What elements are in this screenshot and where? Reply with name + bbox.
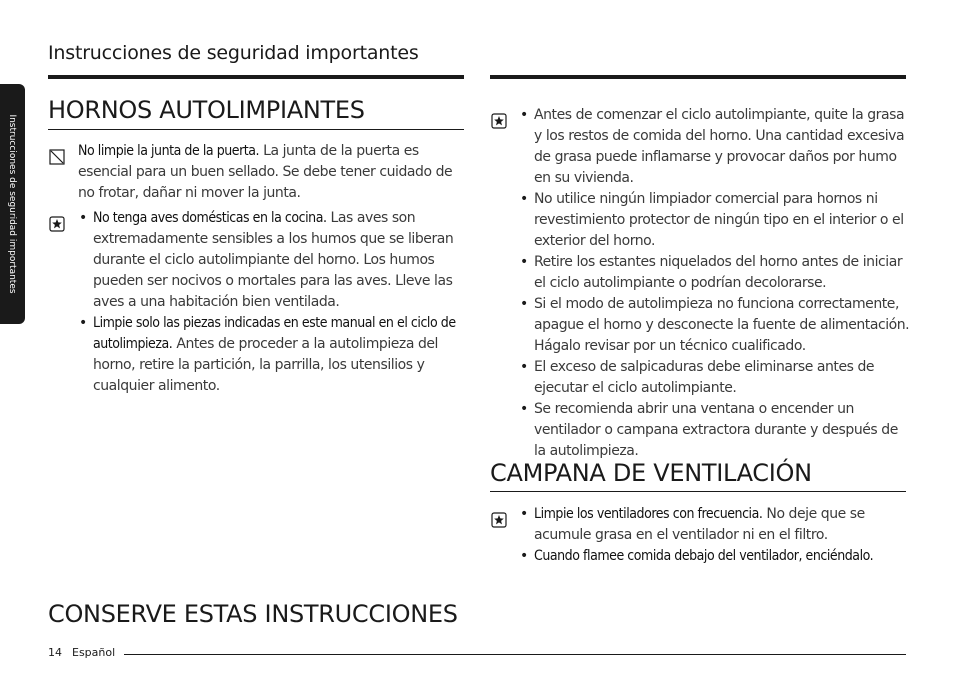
section-title-self-cleaning: HORNOS AUTOLIMPIANTES xyxy=(48,96,365,124)
list-item xyxy=(519,546,911,567)
list-item: • Se recomienda abrir una ventana o encender un ventilador o campana extractora durante y después de la autolimpieza. xyxy=(519,399,911,462)
list-item-text: No deje que se acumule grasa en el ventilador ni en el filtro. xyxy=(534,506,865,543)
list-item-bold: Limpie solo las piezas indicadas en este manual en el ciclo de autolimpieza. xyxy=(93,315,456,352)
header-rule-left xyxy=(48,75,464,79)
star-warning-icon xyxy=(491,113,507,129)
side-tab-label: Instrucciones de seguridad importantes xyxy=(7,114,17,294)
left-warning-list xyxy=(78,208,470,397)
list-item-text: Antes de proceder a la autolimpieza del horno, retire la partición, la parrilla, los utensilios y cualquier alimento. xyxy=(93,336,438,394)
list-item: • No utilice ningún limpiador comercial para hornos ni revestimiento protector de ningún tipo en el interior o el exterior del horno. xyxy=(519,189,911,252)
list-item-bold: Limpie los ventiladores con frecuencia. xyxy=(534,506,763,522)
side-tab xyxy=(0,84,25,324)
list-item: • El exceso de salpicaduras debe eliminarse antes de ejecutar el ciclo autolimpiante. xyxy=(519,357,911,399)
section-rule xyxy=(490,491,906,492)
list-item: • Antes de comenzar el ciclo autolimpiante, quite la grasa y los restos de comida del horno. Una cantidad excesiva de grasa puede inflamarse y provocar daños por humo en su vivienda. xyxy=(519,105,911,189)
list-item-text: Las aves son extremadamente sensibles a los humos que se liberan durante el ciclo autolimpiante del horno. Los humos pueden ser nocivos o mortales para las aves. Lleve las aves a una habitación bien ventilada. xyxy=(93,210,454,310)
header-rule-right xyxy=(490,75,906,79)
list-item-bold: Cuando flamee comida debajo del ventilador, enciéndalo. xyxy=(534,548,874,564)
note-text: La junta de la puerta es esencial para un buen sellado. Se debe tener cuidado de no frotar, dañar ni mover la junta. xyxy=(78,143,453,201)
footer-language: Español xyxy=(72,646,116,659)
list-item xyxy=(78,208,470,313)
section-rule xyxy=(48,129,464,130)
list-item-bold: No tenga aves domésticas en la cocina. xyxy=(93,210,327,226)
closing-title: CONSERVE ESTAS INSTRUCCIONES xyxy=(48,600,458,628)
star-warning-icon xyxy=(491,512,507,528)
right-warning-list xyxy=(519,105,911,462)
list-item xyxy=(519,504,911,546)
note-bold: No limpie la junta de la puerta. xyxy=(78,143,260,159)
vent-warning-list xyxy=(519,504,911,567)
list-item: • Si el modo de autolimpieza no funciona correctamente, apague el horno y desconecte la fuente de alimentación. Hágalo revisar por un técnico cualificado. xyxy=(519,294,911,357)
header-title: Instrucciones de seguridad importantes xyxy=(48,42,419,64)
note-door-gasket xyxy=(78,141,468,204)
page-number: 14 xyxy=(48,646,62,659)
star-warning-icon xyxy=(49,216,65,232)
list-item: • Retire los estantes niquelados del horno antes de iniciar el ciclo autolimpiante o podrían decolorarse. xyxy=(519,252,911,294)
footer-rule xyxy=(124,654,906,655)
section-title-vent-hood: CAMPANA DE VENTILACIÓN xyxy=(490,459,812,487)
list-item xyxy=(78,313,470,397)
no-icon xyxy=(49,149,65,165)
